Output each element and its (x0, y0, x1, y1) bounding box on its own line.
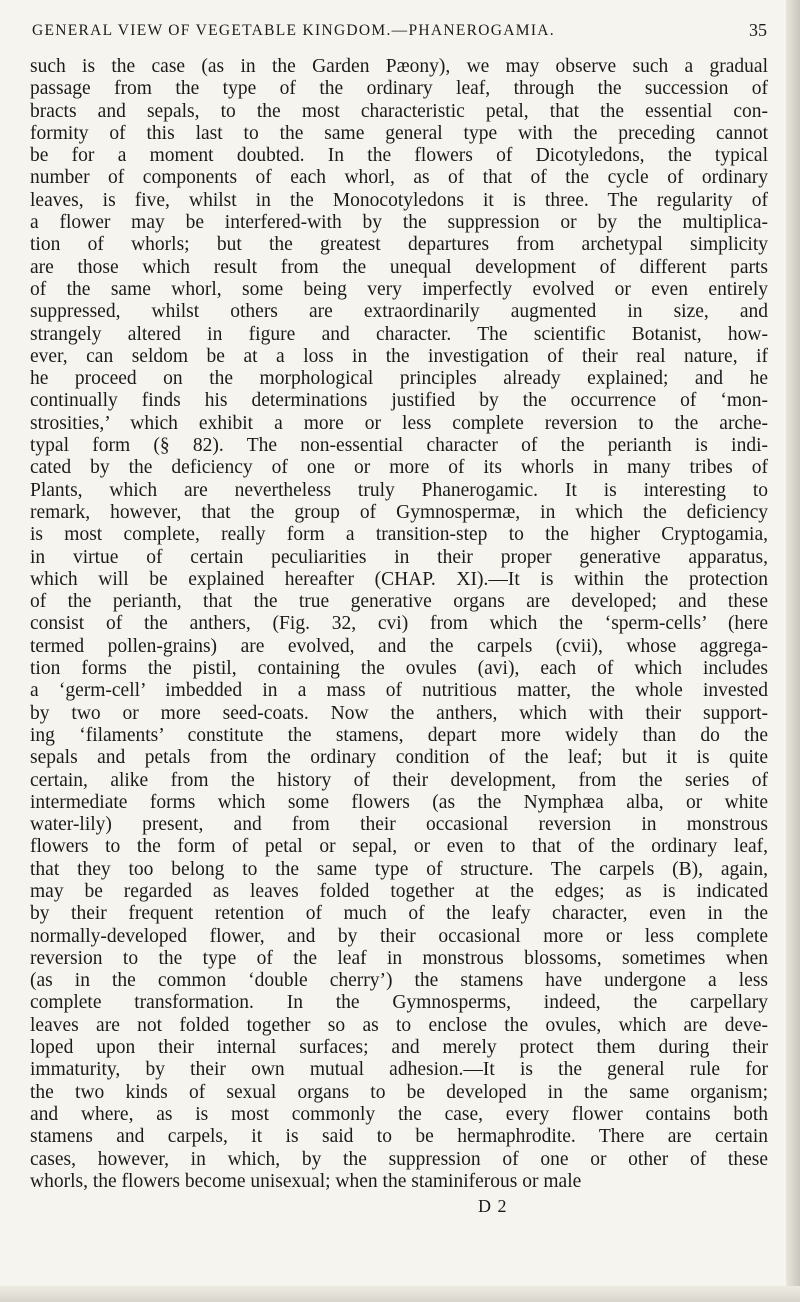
text-line: Plants, which are nevertheless truly Phanerogamic. It is interesting to (30, 479, 768, 501)
text-line: and where, as is most commonly the case, every flower contains both (30, 1103, 768, 1125)
text-line: complete transformation. In the Gymnosperms, indeed, the carpellary (30, 992, 768, 1014)
body-text (30, 56, 768, 1193)
text-line: normally-developed flower, and by their occasional more or less complete (30, 925, 768, 947)
text-line: termed pollen-grains) are evolved, and the carpels (cvii), whose aggrega- (30, 635, 768, 657)
text-line: flowers to the form of petal or sepal, or even to that of the ordinary leaf, (30, 836, 768, 858)
scan-page-edge (786, 0, 800, 1302)
text-line: tion forms the pistil, containing the ovules (avi), each of which includes (30, 658, 768, 680)
text-line: cated by the deficiency of one or more of its whorls in many tribes of (30, 457, 768, 479)
text-line: of the perianth, that the true generative organs are developed; and these (30, 591, 768, 613)
text-line: (as in the common ‘double cherry’) the stamens have undergone a less (30, 970, 768, 992)
text-line: by their frequent retention of much of the leafy character, even in the (30, 903, 768, 925)
signature-mark: D 2 (478, 1196, 508, 1216)
text-line: may be regarded as leaves folded together at the edges; as is indicated (30, 880, 768, 902)
text-line: a flower may be interfered-with by the suppression or by the multiplica- (30, 212, 768, 234)
text-line: in virtue of certain peculiarities in their proper generative apparatus, (30, 546, 768, 568)
text-line: passage from the type of the ordinary leaf, through the succession of (30, 78, 768, 100)
text-line: reversion to the type of the leaf in monstrous blossoms, sometimes when (30, 947, 768, 969)
text-line: the two kinds of sexual organs to be developed in the same organism; (30, 1081, 768, 1103)
text-line: strangely altered in figure and character. The scientific Botanist, how- (30, 323, 768, 345)
text-line: whorls, the flowers become unisexual; when the staminiferous or male (30, 1170, 582, 1192)
text-line: are those which result from the unequal development of different parts (30, 256, 768, 278)
text-line: leaves, is five, whilst in the Monocotyledons it is three. The regularity of (30, 189, 768, 211)
running-head: GENERAL VIEW OF VEGETABLE KINGDOM.—PHANEROGAMIA. (32, 22, 555, 39)
text-line: tion of whorls; but the greatest departures from archetypal simplicity (30, 234, 768, 256)
text-line: is most complete, really form a transition-step to the higher Cryptogamia, (30, 524, 768, 546)
text-line: suppressed, whilst others are extraordinarily augmented in size, and (30, 301, 768, 323)
text-line: ever, can seldom be at a loss in the investigation of their real nature, if (30, 345, 768, 367)
text-line: remark, however, that the group of Gymnospermæ, in which the deficiency (30, 501, 768, 523)
text-line: bracts and sepals, to the most characteristic petal, that the essential con- (30, 100, 768, 122)
text-line: formity of this last to the same general type with the preceding cannot (30, 122, 768, 144)
scan-bottom-edge (0, 1286, 800, 1302)
text-line: he proceed on the morphological principles already explained; and he (30, 368, 768, 390)
text-line: stamens and carpels, it is said to be hermaphrodite. There are certain (30, 1126, 768, 1148)
text-line: such is the case (as in the Garden Pæony), we may observe such a gradual (30, 56, 768, 77)
text-line: cases, however, in which, by the suppression of one or other of these (30, 1148, 768, 1170)
text-line: a ‘germ-cell’ imbedded in a mass of nutritious matter, the whole invested (30, 680, 768, 702)
text-line: loped upon their internal surfaces; and merely protect them during their (30, 1037, 768, 1059)
text-line: immaturity, by their own mutual adhesion.—It is the general rule for (30, 1059, 768, 1081)
text-line: strosities,’ which exhibit a more or less complete reversion to the arche- (30, 412, 768, 434)
text-line: continually finds his determinations justified by the occurrence of ‘mon- (30, 390, 768, 412)
text-line: that they too belong to the same type of structure. The carpels (B), again, (30, 858, 768, 880)
text-line: water-lily) present, and from their occasional reversion in monstrous (30, 814, 768, 836)
text-line: which will be explained hereafter (CHAP. XI).—It is within the protection (30, 568, 768, 590)
text-line: consist of the anthers, (Fig. 32, cvi) from which the ‘sperm-cells’ (here (30, 613, 768, 635)
page-header (32, 20, 767, 42)
text-line: sepals and petals from the ordinary condition of the leaf; but it is quite (30, 747, 768, 769)
text-line: of the same whorl, some being very imperfectly evolved or even entirely (30, 278, 768, 300)
text-line: typal form (§ 82). The non-essential character of the perianth is indi- (30, 435, 768, 457)
text-line: number of components of each whorl, as of that of the cycle of ordinary (30, 167, 768, 189)
text-line: certain, alike from the history of their development, from the series of (30, 769, 768, 791)
text-line: be for a moment doubted. In the flowers of Dicotyledons, the typical (30, 145, 768, 167)
text-line: intermediate forms which some flowers (as the Nymphæa alba, or white (30, 791, 768, 813)
page-number: 35 (749, 20, 767, 40)
text-line: ing ‘filaments’ constitute the stamens, depart more widely than do the (30, 724, 768, 746)
text-line: by two or more seed-coats. Now the anthers, which with their support- (30, 702, 768, 724)
text-line: leaves are not folded together so as to enclose the ovules, which are deve- (30, 1014, 768, 1036)
